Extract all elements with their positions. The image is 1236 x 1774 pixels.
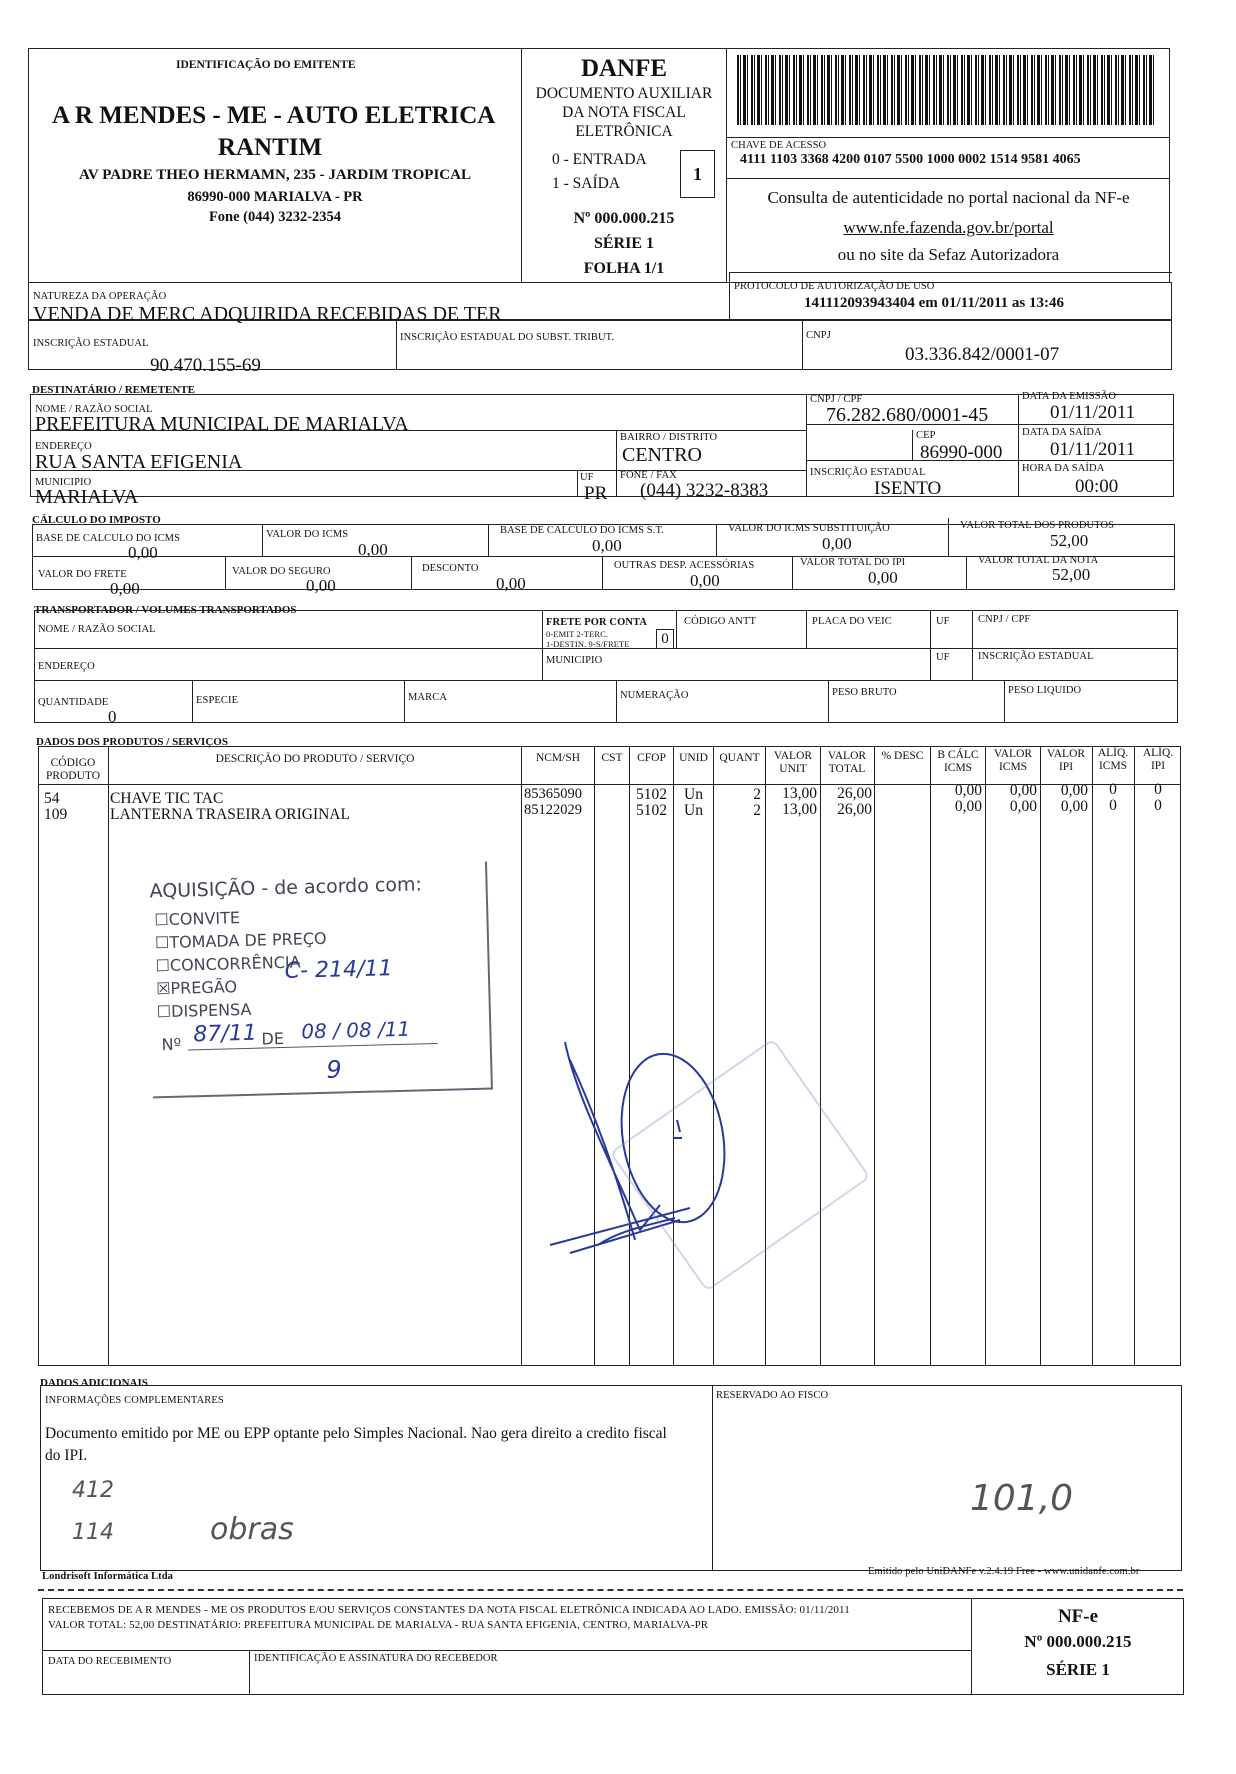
dest-hora-label: HORA DA SAÍDA	[1022, 463, 1105, 474]
consulta-url[interactable]: www.nfe.fazenda.gov.br/portal	[843, 218, 1054, 237]
stamp-opt-concorrencia: ☐CONCORRÊNCIA	[155, 952, 301, 976]
transp-frete-opts1: 0-EMIT 2-TERC.	[546, 629, 609, 639]
info-label: INFORMAÇÕES COMPLEMENTARES	[45, 1395, 224, 1406]
transp-uf-label: UF	[936, 616, 950, 627]
row2-bcalc: 0,00	[954, 798, 982, 815]
transp-frete-value: 0	[656, 629, 674, 649]
dest-endereco-label: ENDEREÇO	[35, 441, 92, 452]
dest-saida-value: 01/11/2011	[1050, 439, 1136, 460]
header-ncm: NCM/SH	[535, 752, 581, 764]
natureza-value: VENDA DE MERC ADQUIRIDA RECEBIDAS DE TER	[33, 303, 502, 325]
row1-vicms: 0,00	[1009, 782, 1037, 799]
transp-especie-label: ESPECIE	[196, 695, 239, 706]
valor-st-value: 0,00	[822, 534, 852, 553]
info-text: Documento emitido por ME ou EPP optante pelo Simples Nacional. Nao gera direito a credito fiscal do IPI.	[45, 1425, 667, 1464]
frete-value: 0,00	[110, 579, 140, 598]
stamp-opt-pregao: ☒PREGÃO	[155, 977, 238, 999]
danfe-sub1: DOCUMENTO AUXILIAR	[535, 85, 713, 102]
header-aliq-icms: ALÍQ. ICMS	[1097, 747, 1129, 772]
header-valor-unit: VALOR UNIT	[773, 750, 813, 775]
row1-descricao: CHAVE TIC TAC	[110, 790, 224, 807]
emitente-section-label: IDENTIFICAÇÃO DO EMITENTE	[176, 59, 356, 71]
header-unid: UNID	[679, 752, 708, 764]
desconto-label: DESCONTO	[422, 563, 479, 574]
dest-municipio-label: MUNICIPIO	[35, 477, 92, 488]
base-icms-label: BASE DE CALCULO DO ICMS	[36, 533, 181, 544]
row2-aipi: 0	[1154, 797, 1162, 814]
dest-nome-value: PREFEITURA MUNICIPAL DE MARIALVA	[35, 413, 409, 435]
header-bcalc: B CÁLC ICMS	[937, 749, 979, 774]
header-quant: QUANT	[719, 752, 760, 764]
total-nota-label: VALOR TOTAL DA NOTA	[978, 555, 1099, 566]
barcode	[737, 55, 1157, 125]
transp-frete-label: FRETE POR CONTA	[546, 617, 648, 628]
dest-endereco-value: RUA SANTA EFIGENIA	[35, 451, 243, 473]
dest-nome-label: NOME / RAZÃO SOCIAL	[35, 404, 153, 415]
desconto-value: 0,00	[496, 574, 526, 593]
transp-municipio-label: MUNICIPIO	[546, 655, 603, 666]
row2-codigo: 109	[44, 806, 68, 823]
row2-cfop: 5102	[636, 802, 667, 819]
footer-left: Londrisoft Informática Ltda	[42, 1571, 174, 1582]
emitente-name-line2: RANTIM	[217, 134, 323, 161]
dest-cep-label: CEP	[916, 430, 936, 441]
transp-peso-liquido-label: PESO LIQUIDO	[1008, 685, 1082, 696]
row2-total: 26,00	[837, 801, 872, 818]
canhoto-nfe: NF-e	[1057, 1606, 1099, 1627]
row1-ncm: 85365090	[524, 786, 582, 802]
transp-endereco-label: ENDEREÇO	[38, 661, 95, 672]
stamp-num-hand: 87/11	[193, 1020, 258, 1048]
danfe-title: DANFE	[580, 55, 668, 82]
row1-aicms: 0	[1109, 781, 1117, 798]
destinatario-section-label: DESTINATÁRIO / REMETENTE	[32, 384, 195, 396]
consulta-sefaz: ou no site da Sefaz Autorizadora	[837, 245, 1060, 264]
base-st-label: BASE DE CALCULO DO ICMS S.T.	[500, 525, 664, 536]
frete-label: VALOR DO FRETE	[38, 569, 127, 580]
transp-placa-label: PLACA DO VEIC	[812, 616, 892, 627]
stamp-bottom-hand: 9	[325, 1055, 342, 1084]
danfe-saida: 1 - SAÍDA	[552, 175, 621, 192]
seguro-label: VALOR DO SEGURO	[232, 566, 331, 577]
destinatario-block	[30, 394, 1174, 497]
valor-icms-value: 0,00	[358, 540, 388, 559]
fisco-label: RESERVADO AO FISCO	[716, 1390, 829, 1401]
footer-right: Emitido pelo UniDANFe v.2.4.19 Free - www.unidanfe.com.br	[868, 1566, 1140, 1577]
stamp-opt-tomada: ☐TOMADA DE PREÇO	[154, 928, 327, 953]
header-desc: % DESC	[881, 750, 924, 762]
transp-numeracao-label: NUMERAÇÃO	[620, 690, 689, 701]
header-cst: CST	[601, 752, 623, 764]
transp-frete-opts2: 1-DESTIN. 9-S/FRETE	[546, 639, 630, 649]
protocolo-label: PROTOCOLO DE AUTORIZAÇÃO DE USO	[734, 281, 935, 292]
row1-aipi: 0	[1154, 781, 1162, 798]
cnpj-value: 03.336.842/0001-07	[905, 344, 1060, 365]
stamp-de: DE	[261, 1028, 285, 1049]
dest-saida-label: DATA DA SAÍDA	[1022, 427, 1102, 438]
ipi-total-value: 0,00	[868, 568, 898, 587]
row2-vipi: 0,00	[1060, 798, 1088, 815]
canhoto-numero: Nº 000.000.215	[1024, 1632, 1132, 1651]
info-hand2: 114	[72, 1520, 114, 1545]
dest-emissao-label: DATA DA EMISSÃO	[1022, 391, 1117, 402]
danfe-sub2: DA NOTA FISCAL	[562, 104, 686, 121]
danfe-sub3: ELETRÔNICA	[575, 123, 673, 140]
transp-antt-label: CÓDIGO ANTT	[684, 616, 756, 627]
cnpj-label: CNPJ	[806, 330, 831, 341]
canhoto-data-label: DATA DO RECEBIMENTO	[48, 1656, 172, 1667]
danfe-numero: Nº 000.000.215	[573, 210, 675, 227]
row1-bcalc: 0,00	[954, 782, 982, 799]
stamp-hand-pregao: C- 214/11	[284, 956, 393, 984]
seguro-value: 0,00	[306, 576, 336, 595]
dest-ie-label: INSCRIÇÃO ESTADUAL	[810, 467, 926, 478]
ipi-total-label: VALOR TOTAL DO IPI	[800, 557, 906, 568]
dest-emissao-value: 01/11/2011	[1050, 402, 1136, 423]
dest-bairro-label: BAIRRO / DISTRITO	[620, 432, 718, 443]
adicionais-section-label: DADOS ADICIONAIS	[40, 1377, 148, 1389]
consulta-text: Consulta de autenticidade no portal nacional da NF-e	[767, 188, 1130, 207]
dest-cnpj-label: CNPJ / CPF	[810, 394, 863, 405]
outras-label: OUTRAS DESP. ACESSÓRIAS	[614, 560, 755, 571]
transp-ie-label: INSCRIÇÃO ESTADUAL	[978, 651, 1094, 662]
row1-quant: 2	[753, 786, 761, 803]
row1-cfop: 5102	[636, 786, 667, 803]
transp-cnpj-label: CNPJ / CPF	[978, 614, 1031, 625]
stamp-opt-convite: ☐CONVITE	[154, 908, 241, 930]
emitente-city: 86990-000 MARIALVA - PR	[187, 189, 363, 205]
emitente-address: AV PADRE THEO HERMAMN, 235 - JARDIM TROPICAL	[79, 167, 471, 183]
base-st-value: 0,00	[592, 536, 622, 555]
transp-uf2-label: UF	[936, 652, 950, 663]
danfe-folha: FOLHA 1/1	[583, 260, 665, 277]
valor-icms-label: VALOR DO ICMS	[266, 529, 349, 540]
ie-value: 90.470.155-69	[150, 355, 261, 376]
row2-ncm: 85122029	[524, 802, 582, 818]
header-codigo: CÓDIGO PRODUTO	[45, 757, 101, 782]
stamp-num-prefix: Nº	[161, 1034, 182, 1055]
danfe-entrada: 0 - ENTRADA	[552, 151, 647, 168]
row2-aicms: 0	[1109, 797, 1117, 814]
stamp-title: AQUISIÇÃO - de acordo com:	[149, 873, 423, 903]
imposto-section-label: CÁLCULO DO IMPOSTO	[32, 514, 161, 526]
base-icms-value: 0,00	[128, 543, 158, 562]
dest-uf-value: PR	[584, 483, 608, 504]
dest-bairro-value: CENTRO	[622, 444, 702, 466]
chave-label: CHAVE DE ACESSO	[731, 140, 827, 151]
transp-peso-bruto-label: PESO BRUTO	[832, 687, 897, 698]
info-hand1: 412	[72, 1478, 114, 1503]
fisco-hand: 101,0	[970, 1478, 1074, 1519]
outras-value: 0,00	[690, 571, 720, 590]
canhoto-text2: VALOR TOTAL: 52,00 DESTINATÁRIO: PREFEITURA MUNICIPAL DE MARIALVA - RUA SANTA EFIGENIA, CENTRO, MARIALVA-PR	[48, 1619, 709, 1631]
row1-unid: Un	[684, 786, 703, 803]
transp-nome-label: NOME / RAZÃO SOCIAL	[38, 624, 156, 635]
danfe-serie: SÉRIE 1	[593, 235, 655, 252]
row2-descricao: LANTERNA TRASEIRA ORIGINAL	[110, 806, 350, 823]
header-cfop: CFOP	[637, 752, 666, 764]
valor-st-label: VALOR DO ICMS SUBSTITUIÇÃO	[728, 523, 890, 534]
info-hand3: obras	[210, 1512, 294, 1547]
row2-quant: 2	[753, 802, 761, 819]
dest-fone-label: FONE / FAX	[620, 470, 677, 481]
cut-line	[38, 1589, 1183, 1591]
total-nota-value: 52,00	[1052, 565, 1091, 584]
stamp-date-hand: 08 / 08 /11	[301, 1016, 411, 1044]
row1-vipi: 0,00	[1060, 782, 1088, 799]
row2-vicms: 0,00	[1009, 798, 1037, 815]
dest-fone-value: (044) 3232-8383	[640, 480, 769, 501]
dest-municipio-value: MARIALVA	[35, 486, 139, 508]
transportador-section-label: TRANSPORTADOR / VOLUMES TRANSPORTADOS	[34, 604, 297, 616]
canhoto-text1: RECEBEMOS DE A R MENDES - ME OS PRODUTOS E/OU SERVIÇOS CONSTANTES DA NOTA FISCAL ELETRÔNICA INDICADA AO LADO. EMISSÃO: 01/11/2011	[48, 1604, 850, 1616]
row2-unit: 13,00	[782, 801, 817, 818]
header-valor-icms: VALOR ICMS	[993, 748, 1033, 773]
transp-quantidade-label: QUANTIDADE	[38, 697, 109, 708]
produtos-section-label: DADOS DOS PRODUTOS / SERVIÇOS	[36, 736, 228, 748]
row2-unid: Un	[684, 802, 703, 819]
dest-uf-label: UF	[580, 472, 594, 483]
header-valor-ipi: VALOR IPI	[1046, 748, 1086, 773]
chave-value: 4111 1103 3368 4200 0107 5500 1000 0002 1514 9581 4065	[740, 152, 1081, 167]
dest-hora-value: 00:00	[1075, 476, 1119, 497]
row1-unit: 13,00	[782, 785, 817, 802]
dest-cnpj-value: 76.282.680/0001-45	[826, 404, 989, 426]
dest-cep-value: 86990-000	[920, 442, 1003, 463]
total-produtos-value: 52,00	[1050, 531, 1089, 550]
aquisicao-stamp	[147, 862, 493, 1099]
natureza-label: NATUREZA DA OPERAÇÃO	[33, 291, 167, 302]
row1-total: 26,00	[837, 785, 872, 802]
canhoto-serie: SÉRIE 1	[1046, 1660, 1110, 1679]
transp-quantidade-value: 0	[108, 707, 117, 726]
canhoto-assinatura-label: IDENTIFICAÇÃO E ASSINATURA DO RECEBEDOR	[254, 1653, 498, 1664]
total-produtos-label: VALOR TOTAL DOS PRODUTOS	[960, 520, 1115, 531]
danfe-tipo-box: 1	[680, 150, 715, 198]
stamp-opt-dispensa: ☐DISPENSA	[156, 999, 252, 1022]
dest-ie-value: ISENTO	[874, 478, 942, 499]
header-descricao: DESCRIÇÃO DO PRODUTO / SERVIÇO	[215, 753, 415, 765]
transp-marca-label: MARCA	[408, 692, 448, 703]
emitente-name-line1: A R MENDES - ME - AUTO ELETRICA	[52, 102, 496, 129]
protocolo-value: 141112093943404 em 01/11/2011 as 13:46	[804, 295, 1065, 311]
header-aliq-ipi: ALÍQ. IPI	[1142, 747, 1174, 772]
emitente-phone: Fone (044) 3232-2354	[208, 209, 342, 225]
header-valor-total: VALOR TOTAL	[827, 750, 867, 775]
row1-codigo: 54	[44, 790, 60, 807]
ie-label: INSCRIÇÃO ESTADUAL	[33, 338, 149, 349]
ie-st-label: INSCRIÇÃO ESTADUAL DO SUBST. TRIBUT.	[400, 332, 615, 343]
